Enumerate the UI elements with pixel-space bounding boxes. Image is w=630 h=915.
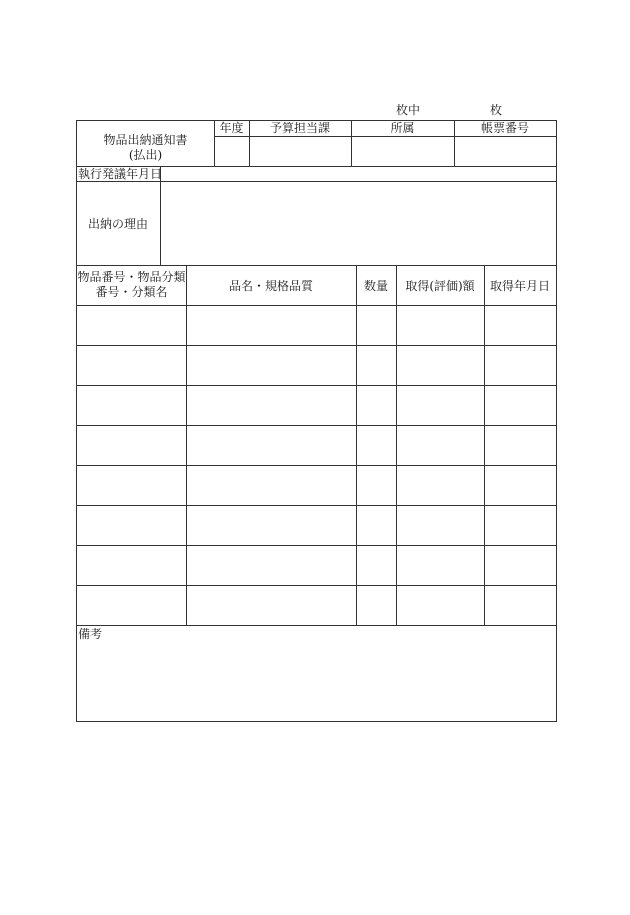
remarks-cell[interactable] bbox=[77, 642, 555, 720]
item-row[interactable] bbox=[77, 546, 555, 585]
budget-section-header: 予算担当課 bbox=[269, 121, 330, 135]
sheet-unit-label: 枚 bbox=[490, 103, 503, 117]
item-row[interactable] bbox=[77, 586, 555, 625]
item-row[interactable] bbox=[77, 346, 555, 385]
item-row[interactable] bbox=[77, 426, 555, 465]
item-row[interactable] bbox=[77, 506, 555, 545]
department-header: 所属 bbox=[390, 121, 415, 135]
department-cell[interactable] bbox=[352, 137, 454, 166]
quantity-header: 数量 bbox=[363, 279, 388, 293]
acquisition-amount-header: 取得(評価)額 bbox=[405, 279, 475, 293]
item-name-header: 品名・規格品質 bbox=[228, 279, 313, 293]
item-number-header-line2: 番号・分類名 bbox=[95, 285, 168, 299]
acquisition-date-header: 取得年月日 bbox=[489, 279, 550, 293]
form-title-sub: (払出) bbox=[128, 148, 163, 162]
execution-date-label: 執行発議年月日 bbox=[78, 167, 163, 181]
year-header: 年度 bbox=[219, 121, 244, 135]
item-number-header-line1: 物品番号・物品分類 bbox=[77, 270, 186, 284]
reason-cell[interactable] bbox=[161, 182, 555, 265]
reason-label: 出納の理由 bbox=[87, 217, 148, 231]
budget-section-cell[interactable] bbox=[250, 137, 351, 166]
item-number-header bbox=[77, 270, 186, 300]
ledger-number-cell[interactable] bbox=[455, 137, 555, 166]
item-row[interactable] bbox=[77, 386, 555, 425]
ledger-number-header: 帳票番号 bbox=[480, 121, 529, 135]
year-cell[interactable] bbox=[215, 137, 249, 166]
item-row[interactable] bbox=[77, 466, 555, 505]
item-row[interactable] bbox=[77, 306, 555, 345]
form-title-main: 物品出納通知書 bbox=[103, 133, 188, 147]
remarks-label: 備考 bbox=[78, 627, 103, 641]
sheet-of-label: 枚中 bbox=[396, 103, 421, 117]
rule bbox=[76, 625, 556, 626]
execution-date-cell[interactable] bbox=[161, 167, 555, 181]
form-title bbox=[77, 133, 214, 163]
